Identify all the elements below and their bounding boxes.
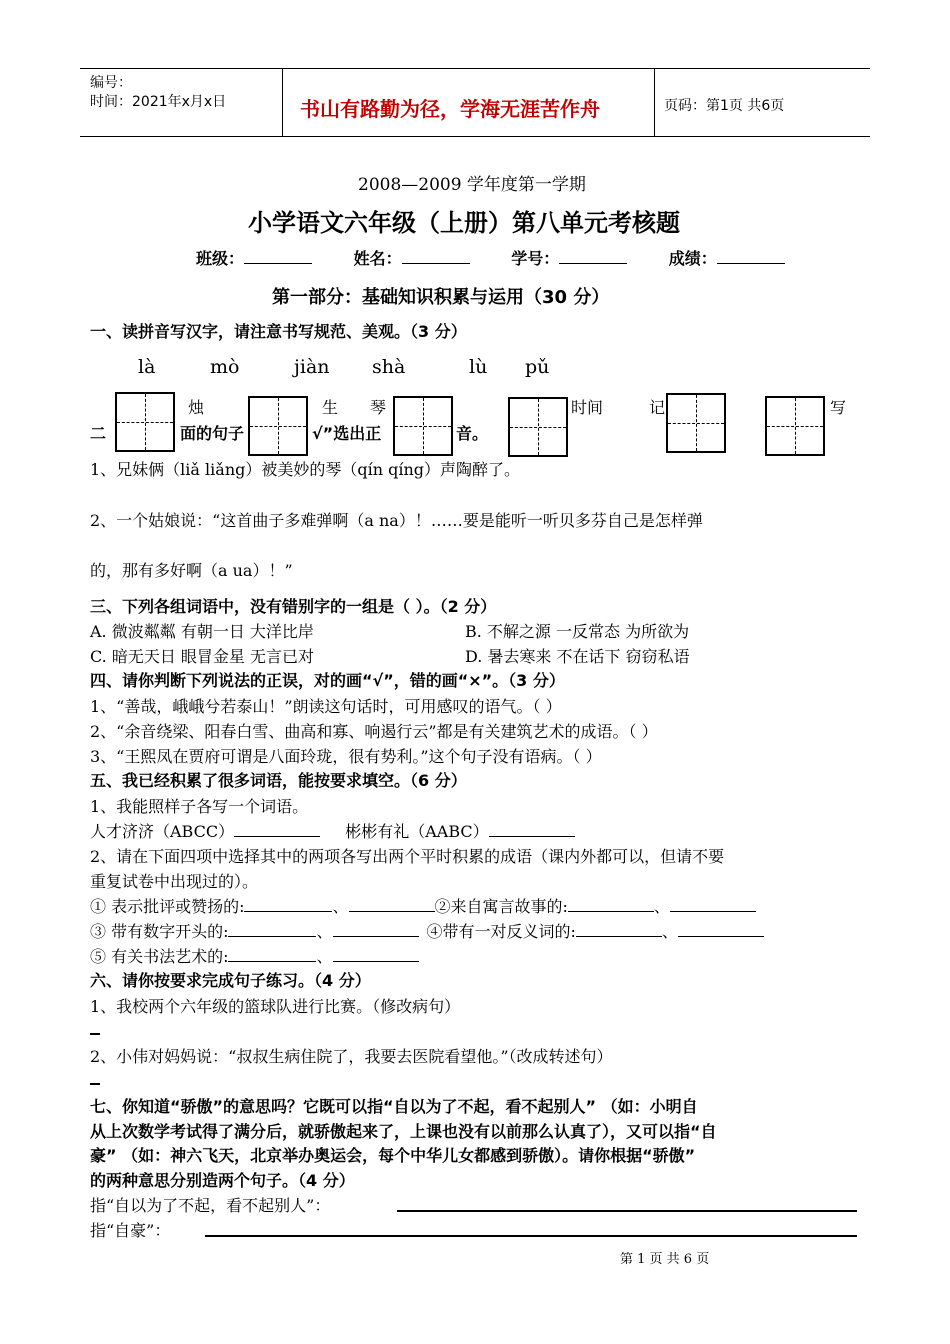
category-3-field-b[interactable] [333,922,419,937]
category-1-field-a[interactable] [244,897,332,912]
q6-answer-1-field[interactable] [90,1033,100,1035]
category-5-field-a[interactable] [228,947,316,962]
q7-line-1: 七、你知道“骄傲”的意思吗？它既可以指“自以为了不起，看不起别人” （如：小明自 [90,1097,698,1116]
char-5: 记 [649,398,666,417]
q4-statement-1: 1、“善哉，峨峨兮若泰山！”朗读这句话时，可用感叹的语气。（ ） [90,697,562,716]
separator: 、 [661,922,678,941]
char-2: 生 [322,398,339,417]
q5-heading: 五、我已经积累了很多词语，能按要求填空。（6 分） [90,771,467,790]
char-6: 写 [830,398,847,417]
separator: 、 [316,922,333,941]
q2-sentence-3: 的，那有多好啊（a ua）！” [90,561,293,580]
header-divider-left [282,68,283,136]
q2-heading-start: 二 [90,424,107,443]
example-abcc: 人才济济（ABCC） [90,822,235,841]
score-label: 成绩： [668,249,717,268]
pinyin-6: pǔ [525,356,550,378]
q5-category-row-2 [90,919,764,942]
q7-answer-1-label: 指“自以为了不起，看不起别人”： [90,1196,331,1215]
header-number-label: 编号： [90,75,132,91]
q4-statement-2: 2、“余音绕梁、阳春白雪、曲高和寡、响遏行云”都是有关建筑艺术的成语。（ ） [90,722,658,741]
header-motto: 书山有路勤为径，学海无涯苦作舟 [300,97,600,121]
char-1: 烛 [188,398,205,417]
part1-heading: 第一部分：基础知识积累与运用（30 分） [272,287,610,308]
category-4-label: ④带有一对反义词的: [426,922,576,941]
q2-heading-part2: 面的句子 [180,424,245,443]
q7-answer-2-label: 指“自豪”： [90,1221,171,1240]
separator: 、 [316,947,333,966]
pinyin-3: jiàn [294,356,330,378]
q6-item-1: 1、我校两个六年级的篮球队进行比赛。（修改病句） [90,997,461,1016]
q4-heading: 四、请你判断下列说法的正误，对的画“√”，错的画“×”。（3 分） [90,671,565,690]
q2-heading-part3: √”选出正 [312,424,382,443]
writing-box-2[interactable] [248,396,308,456]
header-divider-right [654,68,655,136]
header-top-border [80,68,870,69]
q7-line-3: 豪” （如：神六飞天，北京举办奥运会，每个中华儿女都感到骄傲）。请你根据“骄傲” [90,1146,696,1165]
writing-box-6[interactable] [765,396,825,456]
q7-answer-1-field[interactable] [397,1210,857,1212]
writing-box-4[interactable] [508,397,568,457]
header-page-label: 页码：第1页 共6页 [664,98,785,114]
q2-sentence-2: 2、一个姑娘说：“这首曲子多难弹啊（a na）！……要是能听一听贝多芬自己是怎样弹 [90,511,703,530]
class-label: 班级： [196,249,245,268]
q5-item-1: 1、我能照样子各写一个词语。 [90,797,309,816]
q2-heading-part4: 音。 [456,424,489,443]
category-5-field-b[interactable] [333,947,419,962]
q3-heading: 三、下列各组词语中，没有错别字的一组是（ ）。（2 分） [90,597,497,616]
char-3: 琴 [370,398,387,417]
id-field[interactable] [559,249,627,264]
student-info-row [196,246,785,269]
q6-item-2: 2、小伟对妈妈说：“叔叔生病住院了，我要去医院看望他。”（改成转述句） [90,1047,613,1066]
q5-item-2-line2: 重复试卷中出现过的）。 [90,872,259,891]
q5-category-row-1 [90,894,756,917]
separator: 、 [653,897,670,916]
q5-item-2-line1: 2、请在下面四项中选择其中的两项各写出两个平时积累的成语（课内外都可以，但请不要 [90,847,725,866]
q4-statement-3: 3、“王熙凤在贾府可谓是八面玲珑，很有势利。”这个句子没有语病。（ ） [90,747,602,766]
category-2-field-b[interactable] [670,897,756,912]
exam-year: 2008—2009 学年度第一学期 [358,175,586,195]
q5-category-row-3 [90,944,419,967]
q1-heading: 一、读拼音写汉字，请注意书写规范、美观。（3 分） [90,322,467,341]
category-1-field-b[interactable] [349,897,435,912]
category-4-field-b[interactable] [678,922,764,937]
pinyin-5: lù [469,356,488,378]
name-label: 姓名： [353,249,402,268]
writing-box-3[interactable] [393,396,453,456]
pinyin-1: là [138,356,156,378]
separator: 、 [332,897,349,916]
name-field[interactable] [402,249,470,264]
q7-line-2: 从上次数学考试得了满分后，就骄傲起来了，上课也没有以前那么认真了），又可以指“自 [90,1122,717,1141]
q7-line-4: 的两种意思分别造两个句子。（4 分） [90,1171,355,1190]
pinyin-4: shà [372,356,406,378]
page-footer: 第 1 页 共 6 页 [620,1252,710,1267]
q3-option-b: B. 不解之源 一反常态 为所欲为 [465,622,690,641]
score-field[interactable] [717,249,785,264]
pinyin-2: mò [210,356,240,378]
q3-option-c: C. 暗无天日 眼冒金星 无言已对 [90,647,315,666]
example-aabc: 彬彬有礼（AABC） [345,822,489,841]
q6-answer-2-field[interactable] [90,1083,100,1085]
aabc-answer-field[interactable] [489,822,575,837]
id-label: 学号： [511,249,560,268]
q3-option-d: D. 暑去寒来 不在话下 窃窃私语 [465,647,690,666]
q3-option-a: A. 微波粼粼 有朝一日 大洋比岸 [90,622,314,641]
category-1-label: ① 表示批评或赞扬的: [90,897,245,916]
header-time-label: 时间：2021年x月x日 [90,94,227,110]
q2-sentence-1: 1、兄妹俩（liǎ liǎng）被美妙的琴（qín qíng）声陶醉了。 [90,460,521,479]
abcc-answer-field[interactable] [234,822,320,837]
writing-box-1[interactable] [115,392,175,452]
char-4: 时间 [571,398,604,417]
category-5-label: ⑤ 有关书法艺术的: [90,947,229,966]
q5-examples [90,819,575,842]
category-3-field-a[interactable] [228,922,316,937]
category-2-label: ②来自寓言故事的: [434,897,568,916]
q7-answer-2-field[interactable] [205,1235,857,1237]
class-field[interactable] [244,249,312,264]
header-bottom-border [80,136,870,137]
category-4-field-a[interactable] [576,922,662,937]
exam-title: 小学语文六年级（上册）第八单元考核题 [248,209,680,237]
category-2-field-a[interactable] [568,897,654,912]
q6-heading: 六、请你按要求完成句子练习。（4 分） [90,971,371,990]
category-3-label: ③ 带有数字开头的: [90,922,229,941]
writing-box-5[interactable] [666,393,726,453]
